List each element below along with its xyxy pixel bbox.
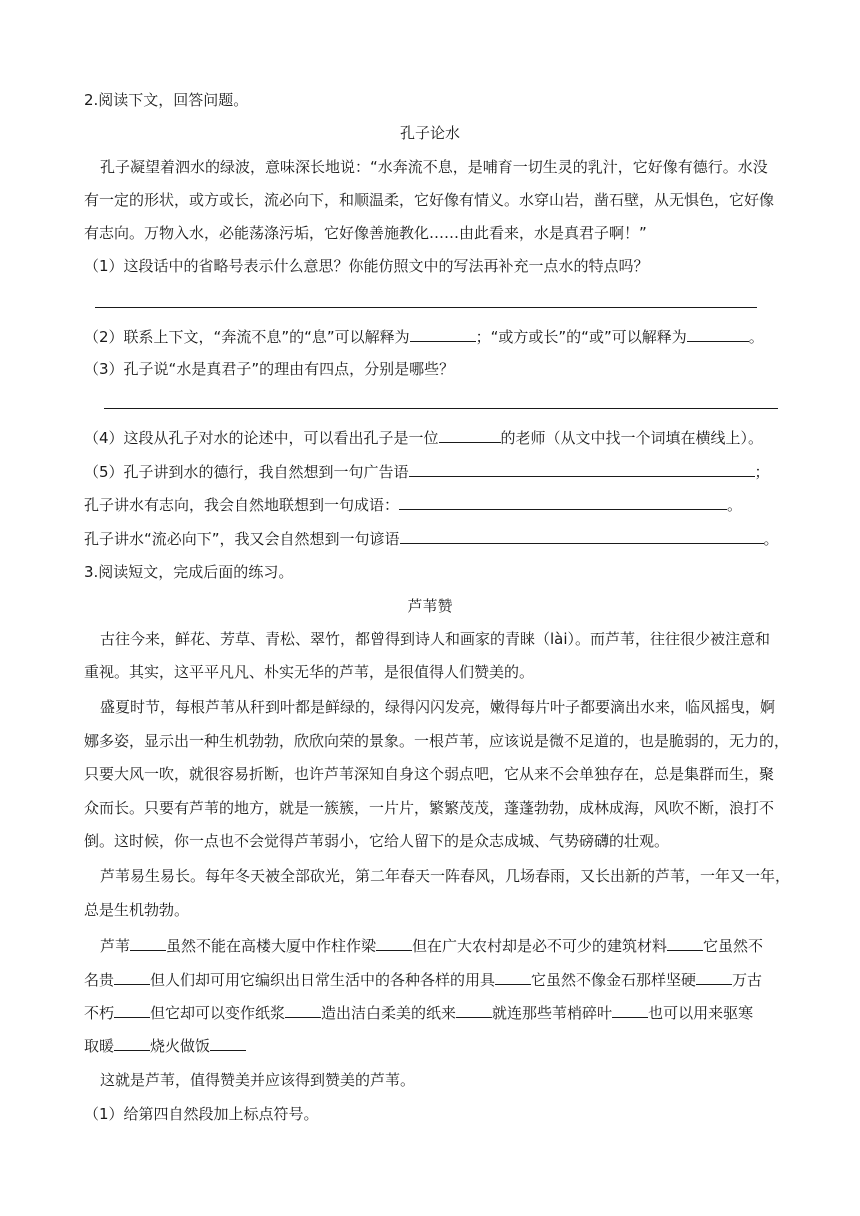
q3-para4-blank[interactable] <box>495 970 531 985</box>
q2-para-line-1: 孔子凝望着泗水的绿波，意味深长地说：“水奔流不息，是哺育一切生灵的乳汁，它好像有德行。水没 <box>100 158 768 176</box>
q2-para-line-2: 有一定的形状，或方或长，流必向下，和顺温柔，它好像有情义。水穿山岩，凿石壁，从无惧色，它好像 <box>84 191 775 209</box>
q3-para2-line-5: 倒。这时候，你一点也不会觉得芦苇弱小，它给人留下的是众志成城、气势磅礴的壮观。 <box>84 832 670 850</box>
q3-para4-blank[interactable] <box>696 970 732 985</box>
q2-sub5-end-c: 。 <box>763 530 779 548</box>
q2-sub5-blank-c[interactable] <box>400 529 764 544</box>
q2-sub5-text-b: 孔子讲水有志向，我会自然地联想到一句成语： <box>84 496 400 514</box>
q3-para4-seg: 名贵 <box>84 971 115 989</box>
q3-para4-seg: 不朽 <box>84 1004 115 1022</box>
q3-para4-seg: 造出洁白柔美的纸来 <box>321 1004 457 1022</box>
q2-para-line-3: 有志向。万物入水，必能荡涤污垢，它好像善施教化……由此看来，水是真君子啊！” <box>84 224 647 242</box>
q2-sub5-end-a: ； <box>754 463 770 481</box>
q2-sub4-text-b: 的老师（从文中找一个词填在横线上）。 <box>500 429 764 447</box>
q3-para4-blank[interactable] <box>612 1003 648 1018</box>
q3-para4-blank[interactable] <box>456 1003 492 1018</box>
q3-para4-blank[interactable] <box>376 936 412 951</box>
q3-para4-seg: 虽然不能在高楼大厦中作柱作梁 <box>166 937 377 955</box>
q3-para4-blank[interactable] <box>130 936 166 951</box>
q3-passage-title: 芦苇赞 <box>407 597 453 615</box>
q3-para4-line-4 <box>84 1036 780 1055</box>
q2-heading: 2.阅读下文，回答问题。 <box>84 91 249 109</box>
q2-sub4-blank[interactable] <box>439 428 501 443</box>
q3-para4-blank[interactable] <box>285 1003 321 1018</box>
q3-heading: 3.阅读短文，完成后面的练习。 <box>84 563 294 581</box>
q3-sub1-prompt: （1）给第四自然段加上标点符号。 <box>84 1105 319 1123</box>
q3-para4-seg: 取暖 <box>84 1037 115 1055</box>
q3-para4-seg: 它虽然不像金石那样坚硬 <box>531 971 697 989</box>
q2-sub5-text-c: 孔子讲水“流必向下”，我又会自然想到一句谚语 <box>84 530 400 548</box>
q3-para4-line-2 <box>84 970 780 989</box>
q3-para3-line-1: 芦苇易生易长。每年冬天被全部砍光，第二年春天一阵春风，几场春雨，又长出新的芦苇，一年又一年， <box>100 867 791 885</box>
q3-para4-seg: 但它却可以变作纸浆 <box>150 1004 286 1022</box>
q2-sub2-blank-2[interactable] <box>687 327 749 342</box>
q3-para4-seg: 但在广大农村却是必不可少的建筑材料 <box>412 937 668 955</box>
q2-sub3-answer-line[interactable] <box>104 408 778 409</box>
q3-para2-line-3: 只要大风一吹，就很容易折断，也许芦苇深知自身这个弱点吧，它从来不会单独存在，总是集群而生，聚 <box>84 765 775 783</box>
q2-sub2-line <box>84 327 780 346</box>
q2-sub5-line-a <box>84 462 780 481</box>
q2-sub2-text-b: ；“或方或长”的“或”可以解释为 <box>475 328 687 346</box>
q3-para1-line-2: 重视。其实，这平平凡凡、朴实无华的芦苇，是很值得人们赞美的。 <box>84 663 535 681</box>
q3-para2-line-4: 众而长。只要有芦苇的地方，就是一簇簇，一片片，繁繁茂茂，蓬蓬勃勃，成林成海，风吹不断，浪打不 <box>84 799 775 817</box>
q3-para3-line-2: 总是生机勃勃。 <box>84 901 190 919</box>
q3-para2-line-2: 娜多姿，显示出一种生机勃勃，欣欣向荣的景象。一根芦苇，应该说是微不足道的，也是脆弱的，无力的， <box>84 732 790 750</box>
q3-para4-blank[interactable] <box>667 936 703 951</box>
q2-sub5-blank-b[interactable] <box>399 495 727 510</box>
q2-sub2-text-c: 。 <box>748 328 764 346</box>
q3-para4-blank[interactable] <box>114 1003 150 1018</box>
q3-para4-seg: 就连那些苇梢碎叶 <box>492 1004 613 1022</box>
q3-para4-blank[interactable] <box>114 970 150 985</box>
q3-para4-blank[interactable] <box>210 1036 246 1051</box>
q3-para4-line-1 <box>100 936 780 955</box>
q2-sub4-line <box>84 428 780 447</box>
q3-para4-line-3 <box>84 1003 780 1022</box>
q2-sub2-text-a: （2）联系上下文，“奔流不息”的“息”可以解释为 <box>84 328 410 346</box>
q3-para4-seg: 它虽然不 <box>703 937 764 955</box>
q2-sub5-line-b <box>84 495 780 514</box>
q3-para4-seg: 芦苇 <box>100 937 131 955</box>
q2-passage-title: 孔子论水 <box>399 124 460 142</box>
q3-para2-line-1: 盛夏时节，每根芦苇从秆到叶都是鲜绿的，绿得闪闪发亮，嫩得每片叶子都要滴出水来，临风摇曳，婀 <box>100 698 776 716</box>
q2-sub5-blank-a[interactable] <box>409 462 755 477</box>
q3-para4-seg: 但人们却可用它编织出日常生活中的各种各样的用具 <box>150 971 496 989</box>
q2-sub1-answer-line[interactable] <box>95 307 757 308</box>
q2-sub3-prompt: （3）孔子说“水是真君子”的理由有四点，分别是哪些？ <box>84 360 455 378</box>
q3-para4-blank[interactable] <box>114 1036 150 1051</box>
q3-para4-seg: 烧火做饭 <box>150 1037 211 1055</box>
q2-sub4-text-a: （4）这段从孔子对水的论述中，可以看出孔子是一位 <box>84 429 439 447</box>
q3-para4-seg: 也可以用来驱寒 <box>648 1004 754 1022</box>
q3-para5: 这就是芦苇，值得赞美并应该得到赞美的芦苇。 <box>100 1071 416 1089</box>
q2-sub1-prompt: （1）这段话中的省略号表示什么意思？你能仿照文中的写法再补充一点水的特点吗？ <box>84 257 649 275</box>
q2-sub5-text-a: （5）孔子讲到水的德行，我自然想到一句广告语 <box>84 463 409 481</box>
q3-para1-line-1: 古往今来，鲜花、芳草、青松、翠竹，都曾得到诗人和画家的青睐（lài）。而芦苇，往往很少被注意和 <box>100 630 771 648</box>
q3-para4-seg: 万古 <box>732 971 763 989</box>
q2-sub5-end-b: 。 <box>727 496 743 514</box>
q2-sub5-line-c <box>84 529 780 548</box>
q2-sub2-blank-1[interactable] <box>410 327 476 342</box>
